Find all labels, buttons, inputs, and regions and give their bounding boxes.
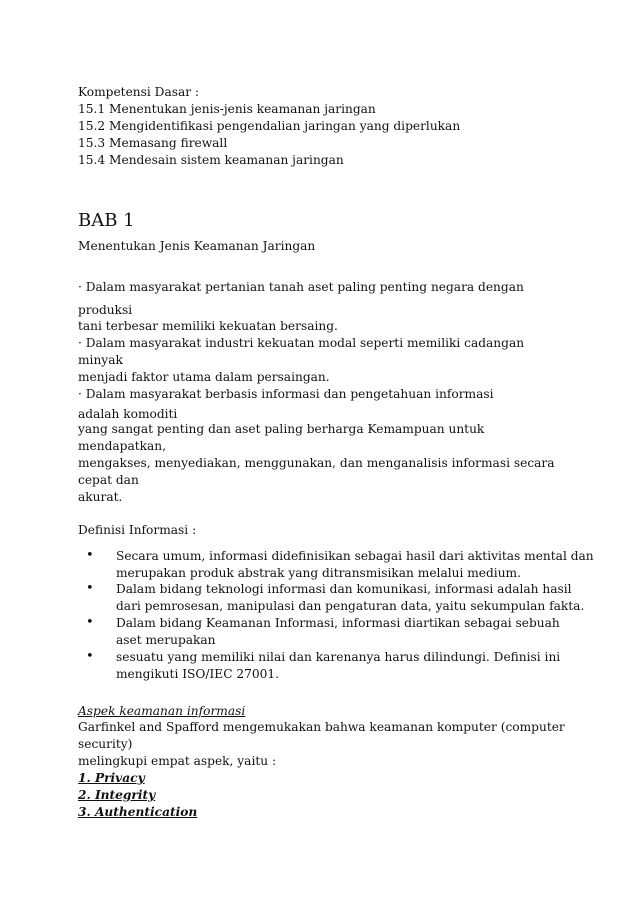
kompetensi-item: 15.3 Memasang firewall	[78, 136, 228, 150]
definisi-bullet-line: Dalam bidang Keamanan Informasi, informasi diartikan sebagai sebuah	[116, 616, 560, 630]
chapter-title: BAB 1	[78, 210, 135, 231]
bullet-dot-icon: •	[86, 649, 94, 664]
paragraph-line: menjadi faktor utama dalam persaingan.	[78, 370, 330, 384]
definisi-bullet-line: Secara umum, informasi didefinisikan sebagai hasil dari aktivitas mental dan	[116, 549, 594, 563]
paragraph-line: tani terbesar memiliki kekuatan bersaing.	[78, 319, 338, 333]
chapter-subtitle: Menentukan Jenis Keamanan Jaringan	[78, 239, 316, 253]
paragraph-line: adalah komoditi	[78, 407, 178, 421]
paragraph-line: akurat.	[78, 490, 123, 504]
kompetensi-item: 15.4 Mendesain sistem keamanan jaringan	[78, 153, 344, 167]
aspek-list-item: 1. Privacy	[78, 771, 145, 785]
paragraph-line: cepat dan	[78, 473, 139, 487]
bullet-dot-icon: •	[86, 548, 94, 563]
paragraph-line: mendapatkan,	[78, 439, 167, 453]
definisi-bullet-line: dari pemrosesan, manipulasi dan pengaturan data, yaitu sekumpulan fakta.	[116, 599, 585, 613]
definisi-bullet-line: mengikuti ISO/IEC 27001.	[116, 667, 280, 681]
paragraph-line: yang sangat penting dan aset paling berharga Kemampuan untuk	[78, 422, 485, 436]
aspek-list-item: 3. Authentication	[78, 805, 198, 819]
paragraph-line: produksi	[78, 303, 133, 317]
bullet-dot-icon: •	[86, 581, 94, 596]
definisi-bullet-line: sesuatu yang memiliki nilai dan karenanya harus dilindungi. Definisi ini	[116, 650, 561, 664]
paragraph-line: · Dalam masyarakat industri kekuatan modal seperti memiliki cadangan	[78, 336, 525, 350]
aspek-list-item: 2. Integrity	[78, 788, 156, 802]
paragraph-line: minyak	[78, 353, 123, 367]
aspek-line: melingkupi empat aspek, yaitu :	[78, 754, 277, 768]
aspek-heading: Aspek keamanan informasi	[78, 704, 246, 718]
paragraph-line: · Dalam masyarakat berbasis informasi dan pengetahuan informasi	[78, 387, 494, 401]
paragraph-line: mengakses, menyediakan, menggunakan, dan menganalisis informasi secara	[78, 456, 555, 470]
kompetensi-item: 15.2 Mengidentifikasi pengendalian jaringan yang diperlukan	[78, 119, 461, 133]
definisi-heading: Definisi Informasi :	[78, 523, 197, 537]
paragraph-line: · Dalam masyarakat pertanian tanah aset paling penting negara dengan	[78, 280, 524, 294]
kompetensi-item: 15.1 Menentukan jenis-jenis keamanan jaringan	[78, 102, 376, 116]
definisi-bullet-line: merupakan produk abstrak yang ditransmisikan melalui medium.	[116, 566, 521, 580]
kompetensi-heading: Kompetensi Dasar :	[78, 85, 200, 99]
definisi-bullet-line: Dalam bidang teknologi informasi dan komunikasi, informasi adalah hasil	[116, 582, 572, 596]
definisi-bullet-line: aset merupakan	[116, 633, 216, 647]
aspek-line: Garfinkel and Spafford mengemukakan bahwa keamanan komputer (computer	[78, 720, 565, 734]
bullet-dot-icon: •	[86, 615, 94, 630]
aspek-line: security)	[78, 737, 133, 751]
